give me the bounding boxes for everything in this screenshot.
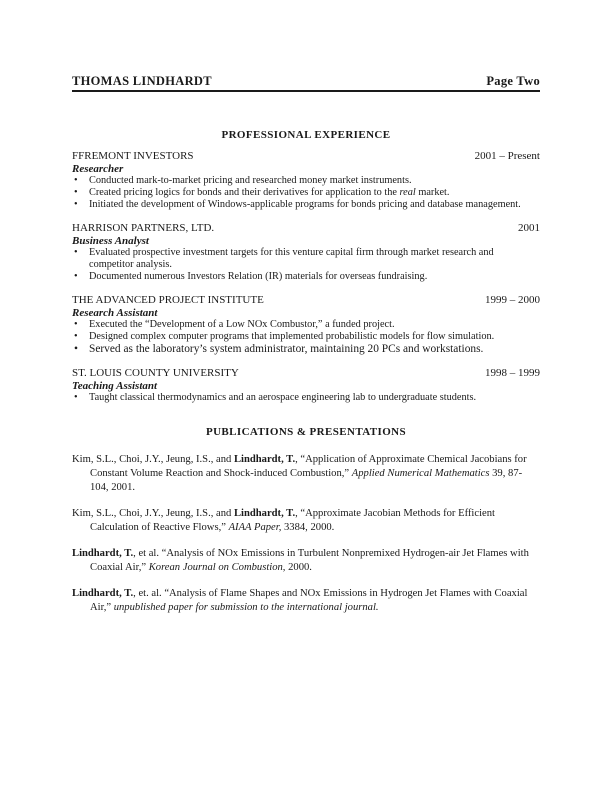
bullet-icon: • [74,331,78,342]
job-header [72,150,540,163]
bullet-item: • Created pricing logics for bonds and their derivatives for application to the real market. [74,187,450,198]
bullet-item: • Documented numerous Investors Relation (IR) materials for overseas fundraising. [74,271,428,282]
page-header [72,74,540,92]
job-header [72,294,540,307]
job-bullets [72,247,540,283]
company-name: FFREMONT INVESTORS [72,150,194,162]
publication-entry: Kim, S.L., Choi, J.Y., Jeung, I.S., and Lindhardt, T., “Approximate Jacobian Methods for Efficient Calculation of Reactive Flows,” AIAA Paper, 3384, 2000. [72,508,495,533]
publication-entry: Lindhardt, T., et. al. “Analysis of Flame Shapes and NOx Emissions in Hydrogen Jet Flames with Coaxial Air,” unpublished paper for submission to the international journal. [72,588,528,613]
resume-page [72,74,540,627]
bullet-icon: • [74,319,78,330]
job-dates: 1999 – 2000 [485,294,540,306]
bullet-item: • Evaluated prospective investment targets for this venture capital firm through market research and competitor analysis. [74,247,494,270]
job-header [72,222,540,235]
job-bullets [72,392,540,404]
job-entry [72,294,540,356]
bullet-icon: • [74,175,78,186]
bullet-item: • Executed the “Development of a Low NOx Combustor,” a funded project. [74,319,395,330]
bullet-icon: • [74,199,78,210]
job-bullets [72,319,540,356]
publications-section-title: PUBLICATIONS & PRESENTATIONS [205,426,407,438]
publication-entry: Kim, S.L., Choi, J.Y., Jeung, I.S., and Lindhardt, T., “Application of Approximate Chemical Jacobians for Constant Volume Reaction and Shock-induced Combustion,” Applied Numerical Mathematics 39, 87-104, 2001. [72,454,527,493]
company-name: HARRISON PARTNERS, LTD. [72,222,215,234]
publication-entry: Lindhardt, T., et al. “Analysis of NOx Emissions in Turbulent Nonpremixed Hydrogen-air Jet Flames with Coaxial Air,” Korean Journal on Combustion, 2000. [72,548,529,573]
job-role: Researcher [72,163,124,175]
job-dates: 2001 – Present [474,150,540,162]
bullet-icon: • [74,187,78,198]
job-entry [72,367,540,404]
bullet-item: • Taught classical thermodynamics and an aerospace engineering lab to undergraduate students. [74,392,477,403]
bullet-item: • Initiated the development of Windows-applicable programs for bonds pricing and database management. [74,199,521,210]
job-header [72,367,540,380]
job-entry [72,222,540,283]
job-dates: 1998 – 1999 [485,367,540,379]
experience-section-title: PROFESSIONAL EXPERIENCE [221,129,391,141]
job-role: Teaching Assistant [72,380,158,392]
page-number-label: Page Two [486,74,540,88]
job-entry [72,150,540,211]
bullet-item: • Conducted mark-to-market pricing and researched money market instruments. [74,175,412,186]
bullet-icon: • [74,343,78,355]
job-role: Research Assistant [72,307,158,319]
bullet-icon: • [74,271,78,282]
bullet-item: • Designed complex computer programs that implemented probabilistic models for flow simulation. [74,331,495,342]
bullet-icon: • [74,247,78,258]
job-dates: 2001 [518,222,540,234]
candidate-name: THOMAS LINDHARDT [72,74,212,88]
bullet-icon: • [74,392,78,403]
job-bullets [72,175,540,211]
company-name: THE ADVANCED PROJECT INSTITUTE [72,294,264,306]
company-name: ST. LOUIS COUNTY UNIVERSITY [72,367,239,379]
bullet-item: • Served as the laboratory’s system administrator, maintaining 20 PCs and workstations. [74,343,484,355]
job-role: Business Analyst [72,235,149,247]
